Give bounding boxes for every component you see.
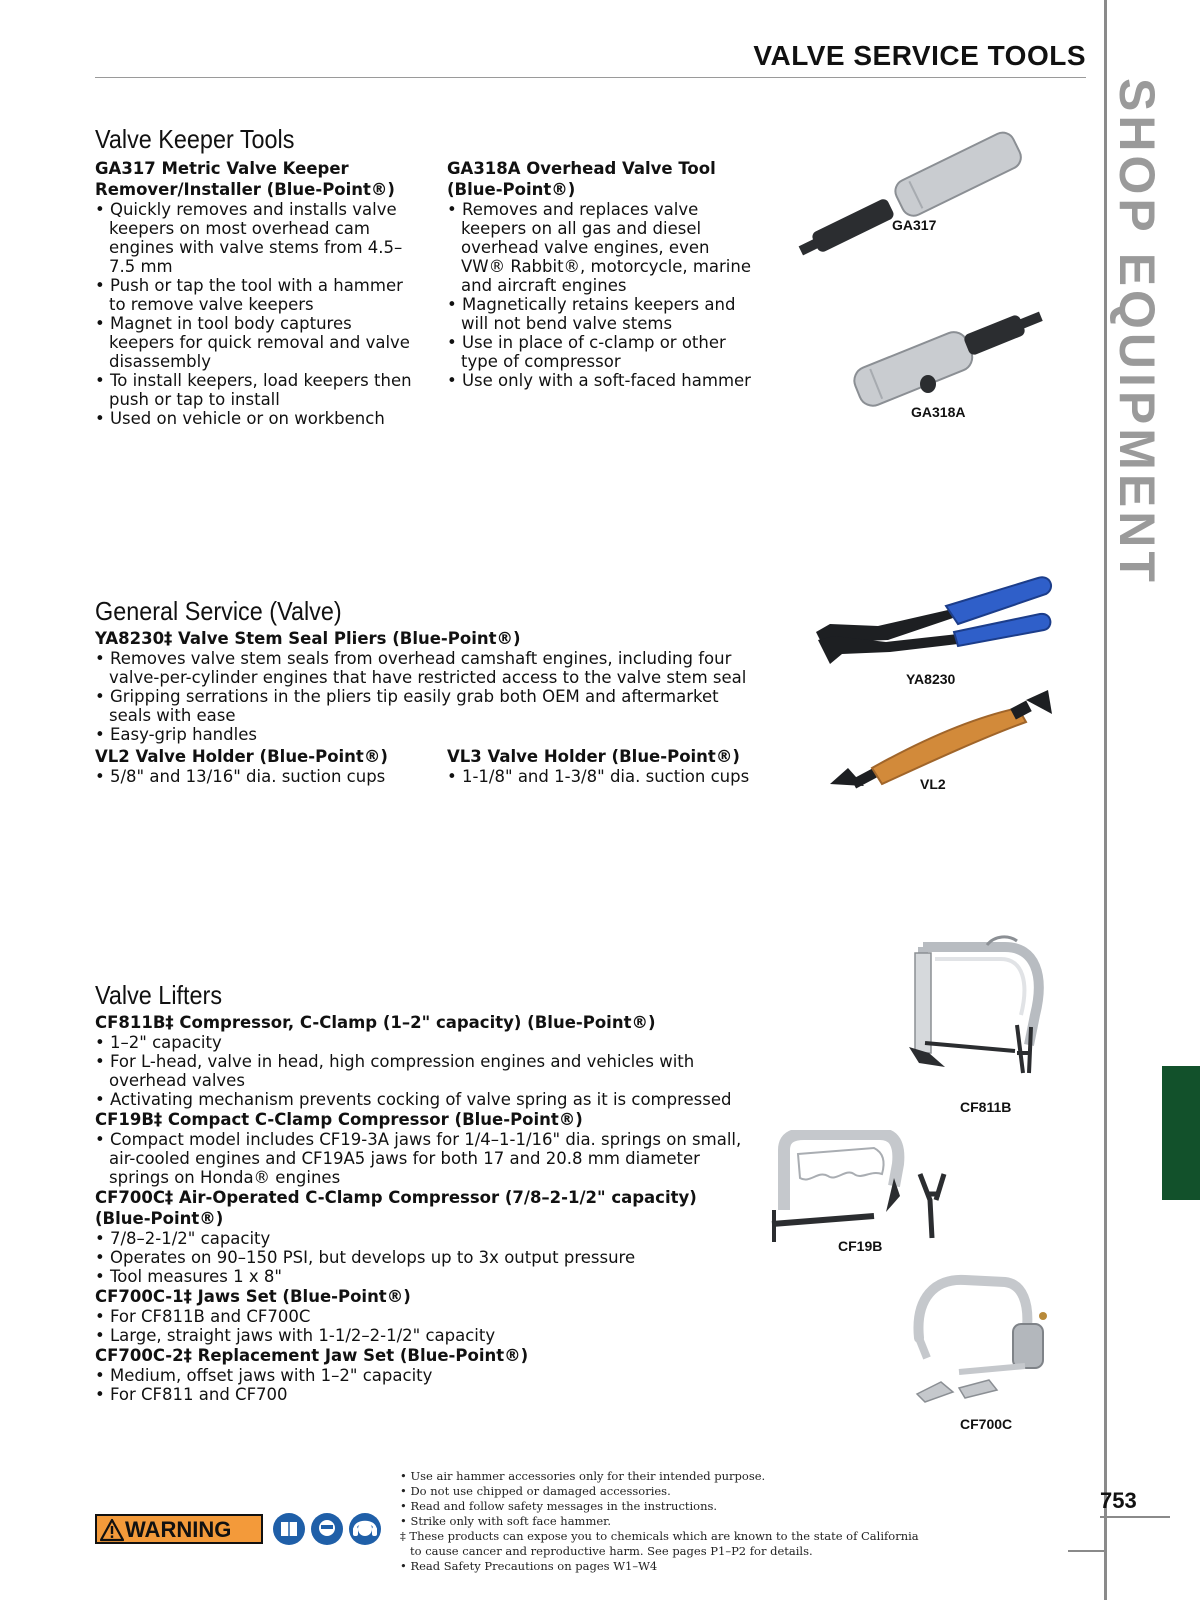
image-label-ga318a: GA318A [911,404,966,420]
product-title-line: (Blue-Point®) [447,180,576,199]
product-title-line: (Blue-Point®) [95,1209,224,1228]
product-cf811b [95,1012,755,1404]
list-item: • For CF811B and CF700C [95,1307,755,1326]
product-title-line: Remover/Installer (Blue-Point®) [95,180,395,199]
list-item: • Removes valve stem seals from overhead camshaft engines, including four valve-per-cylinder engines that have restricted access to the valve stem seal [95,649,755,687]
list-item: • Push or tap the tool with a hammer to remove valve keepers [95,276,415,314]
list-item: • Use only with a soft-faced hammer [447,371,757,390]
product-title: VL3 Valve Holder (Blue-Point®) [447,747,740,766]
section-heading-general: General Service (Valve) [95,596,342,626]
feature-list [95,1130,755,1187]
ga318a-image [850,298,1050,408]
list-item: • 7/8–2-1/2" capacity [95,1229,755,1248]
title-rule [95,77,1086,78]
list-item: • Used on vehicle or on workbench [95,409,415,428]
cf811b-image [905,935,1065,1085]
safety-note: • Read and follow safety messages in the instructions. [400,1499,718,1513]
image-label-cf19b: CF19B [838,1238,883,1254]
list-item: • Use in place of c-clamp or other type of compressor [447,333,757,371]
cf700c-image [905,1268,1065,1418]
product-title: CF19B‡ Compact C-Clamp Compressor (Blue-Point®) [95,1110,583,1129]
image-label-cf700c: CF700C [960,1416,1013,1432]
page-number-rule [1068,1550,1106,1552]
ga317-image [785,128,1045,258]
warning-badge [95,1514,263,1544]
product-title-line: CF700C‡ Air-Operated C-Clamp Compressor (7/8–2-1/2" capacity) [95,1188,697,1207]
page-number: 753 [1100,1488,1170,1518]
product-ga318a [447,158,757,390]
feature-list [95,649,755,744]
list-item: • 1–2" capacity [95,1033,755,1052]
product-title-line: GA317 Metric Valve Keeper [95,159,349,178]
feature-list [95,767,425,786]
feature-list [95,1229,755,1286]
list-item: • Medium, offset jaws with 1–2" capacity [95,1366,755,1385]
section-heading-lifters: Valve Lifters [95,980,223,1010]
product-title [447,158,757,200]
product-ga317 [95,158,415,428]
safety-note: ‡ These products can expose you to chemicals which are known to the state of California to cause cancer and reproductive harm. See pages P1–P2 for details. [400,1529,919,1558]
product-title: CF700C-1‡ Jaws Set (Blue-Point®) [95,1287,411,1306]
cf19b-image [770,1130,955,1245]
list-item: • 1-1/8" and 1-3/8" dia. suction cups [447,767,767,786]
safety-note: • Do not use chipped or damaged accessories. [400,1484,671,1498]
feature-list [95,1366,755,1404]
list-item: • Magnet in tool body captures keepers for quick removal and valve disassembly [95,314,415,371]
image-label-ya8230: YA8230 [906,671,956,687]
list-item: • Large, straight jaws with 1-1/2–2-1/2" capacity [95,1326,755,1345]
image-label-ga317: GA317 [892,217,937,233]
list-item: • Tool measures 1 x 8" [95,1267,755,1286]
section-tab [1162,1066,1200,1200]
image-label-vl2: VL2 [920,776,946,792]
margin-rule [1104,0,1107,1600]
page-title: VALVE SERVICE TOOLS [753,40,1086,71]
product-title: CF811B‡ Compressor, C-Clamp (1–2" capacity) (Blue-Point®) [95,1013,656,1032]
feature-list [95,1033,755,1109]
safety-note: • Strike only with soft face hammer. [400,1514,612,1528]
feature-list [95,1307,755,1345]
list-item: • To install keepers, load keepers then push or tap to install [95,371,415,409]
list-item: • For CF811 and CF700 [95,1385,755,1404]
side-label: SHOP EQUIPMENT [1109,78,1165,586]
list-item: • Quickly removes and installs valve keepers on most overhead cam engines with valve stems from 4.5–7.5 mm [95,200,415,276]
list-item: • Activating mechanism prevents cocking of valve spring as it is compressed [95,1090,755,1109]
ya8230-image [808,570,1058,680]
product-title [95,1187,755,1229]
ear-protection-icon [348,1512,382,1546]
read-manual-icon [272,1512,306,1546]
list-item: • Removes and replaces valve keepers on all gas and diesel overhead valve engines, even VW® Rabbit®, motorcycle, marine and aircraft engines [447,200,757,295]
feature-list [95,200,415,428]
safety-note: • Use air hammer accessories only for their intended purpose. [400,1469,766,1483]
list-item: • Gripping serrations in the pliers tip easily grab both OEM and aftermarket seals with ease [95,687,755,725]
face-shield-icon [310,1512,344,1546]
list-item: • Easy-grip handles [95,725,755,744]
warning-triangle-icon [100,1518,124,1542]
list-item: • Magnetically retains keepers and will not bend valve stems [447,295,757,333]
feature-list [447,200,757,390]
list-item: • Operates on 90–150 PSI, but develops up to 3x output pressure [95,1248,755,1267]
product-title [95,158,415,200]
product-title: CF700C-2‡ Replacement Jaw Set (Blue-Point®) [95,1346,529,1365]
product-title-line: GA318A Overhead Valve Tool [447,159,716,178]
safety-note: • Read Safety Precautions on pages W1–W4 [400,1559,658,1573]
product-vl3 [447,746,767,786]
feature-list [447,767,767,786]
list-item: • 5/8" and 13/16" dia. suction cups [95,767,425,786]
product-title: YA8230‡ Valve Stem Seal Pliers (Blue-Point®) [95,629,521,648]
product-ya8230 [95,628,755,744]
warning-label: WARNING [125,1517,232,1542]
product-title: VL2 Valve Holder (Blue-Point®) [95,747,388,766]
list-item: • For L-head, valve in head, high compression engines and vehicles with overhead valves [95,1052,755,1090]
section-heading-keeper: Valve Keeper Tools [95,124,295,154]
image-label-cf811b: CF811B [960,1099,1012,1115]
safety-notes [400,1469,920,1574]
list-item: • Compact model includes CF19-3A jaws for 1/4–1-1/16" dia. springs on small, air-cooled engines and CF19A5 jaws for both 17 and 20.8 mm diameter springs on Honda® engines [95,1130,755,1187]
product-vl2 [95,746,425,786]
